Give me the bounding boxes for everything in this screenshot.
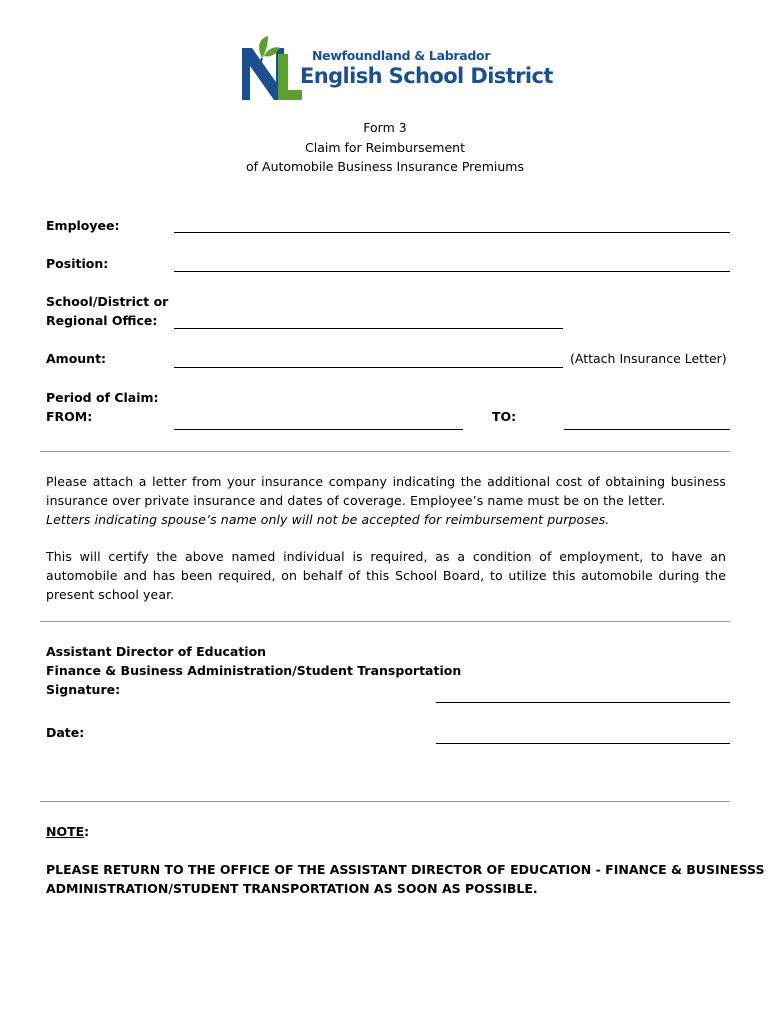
signature-field[interactable] bbox=[436, 702, 730, 703]
position-label: Position: bbox=[46, 256, 109, 271]
divider-2 bbox=[40, 621, 730, 622]
school-label-line2: Regional Office: bbox=[46, 313, 158, 328]
logo-line1: Newfoundland & Labrador bbox=[312, 48, 491, 63]
amount-field[interactable] bbox=[174, 367, 563, 368]
date-field[interactable] bbox=[436, 743, 730, 744]
divider-1 bbox=[40, 451, 730, 452]
from-label: FROM: bbox=[46, 409, 93, 424]
divider-3 bbox=[40, 801, 730, 802]
to-field[interactable] bbox=[564, 429, 730, 430]
school-field[interactable] bbox=[174, 328, 563, 329]
instruction-text: Please attach a letter from your insurance company indicating the additional cost of obtaining business insurance over private insurance and dates of coverage. Employee’s name must be on the letter. bbox=[46, 474, 726, 508]
employee-label: Employee: bbox=[46, 218, 120, 233]
signatory-title-line1: Assistant Director of Education bbox=[46, 644, 267, 659]
to-label: TO: bbox=[492, 409, 517, 424]
note-heading bbox=[46, 822, 89, 841]
signatory-title-line2: Finance & Business Administration/Student Transportation bbox=[46, 663, 462, 678]
date-label: Date: bbox=[46, 725, 85, 740]
position-field[interactable] bbox=[174, 271, 730, 272]
employee-field[interactable] bbox=[174, 232, 730, 233]
from-field[interactable] bbox=[174, 429, 463, 430]
amount-note: (Attach Insurance Letter) bbox=[570, 351, 727, 366]
instruction-paragraph bbox=[46, 472, 726, 529]
instruction-italic-text: Letters indicating spouse’s name only will not be accepted for reimbursement purposes. bbox=[46, 512, 610, 527]
note-label: NOTE bbox=[46, 824, 85, 839]
logo-line2: English School District bbox=[300, 64, 553, 88]
school-label-line1: School/District or bbox=[46, 294, 169, 309]
signature-label: Signature: bbox=[46, 682, 121, 697]
form-title-line1: Claim for Reimbursement bbox=[305, 140, 465, 155]
note-line1: PLEASE RETURN TO THE OFFICE OF THE ASSISTANT DIRECTOR OF EDUCATION - FINANCE & BUSINESSS bbox=[46, 862, 765, 877]
period-label: Period of Claim: bbox=[46, 390, 159, 405]
form-number: Form 3 bbox=[363, 120, 407, 135]
note-line2: ADMINISTRATION/STUDENT TRANSPORTATION AS SOON AS POSSIBLE. bbox=[46, 881, 538, 896]
form-title-line2: of Automobile Business Insurance Premiums bbox=[246, 159, 524, 174]
logo-l-shape bbox=[278, 54, 302, 100]
amount-label: Amount: bbox=[46, 351, 107, 366]
note-colon: : bbox=[84, 824, 90, 839]
certification-paragraph: This will certify the above named individual is required, as a condition of employment, to have an automobile and has been required, on behalf of this School Board, to utilize this automobile during the present school year. bbox=[46, 549, 726, 602]
